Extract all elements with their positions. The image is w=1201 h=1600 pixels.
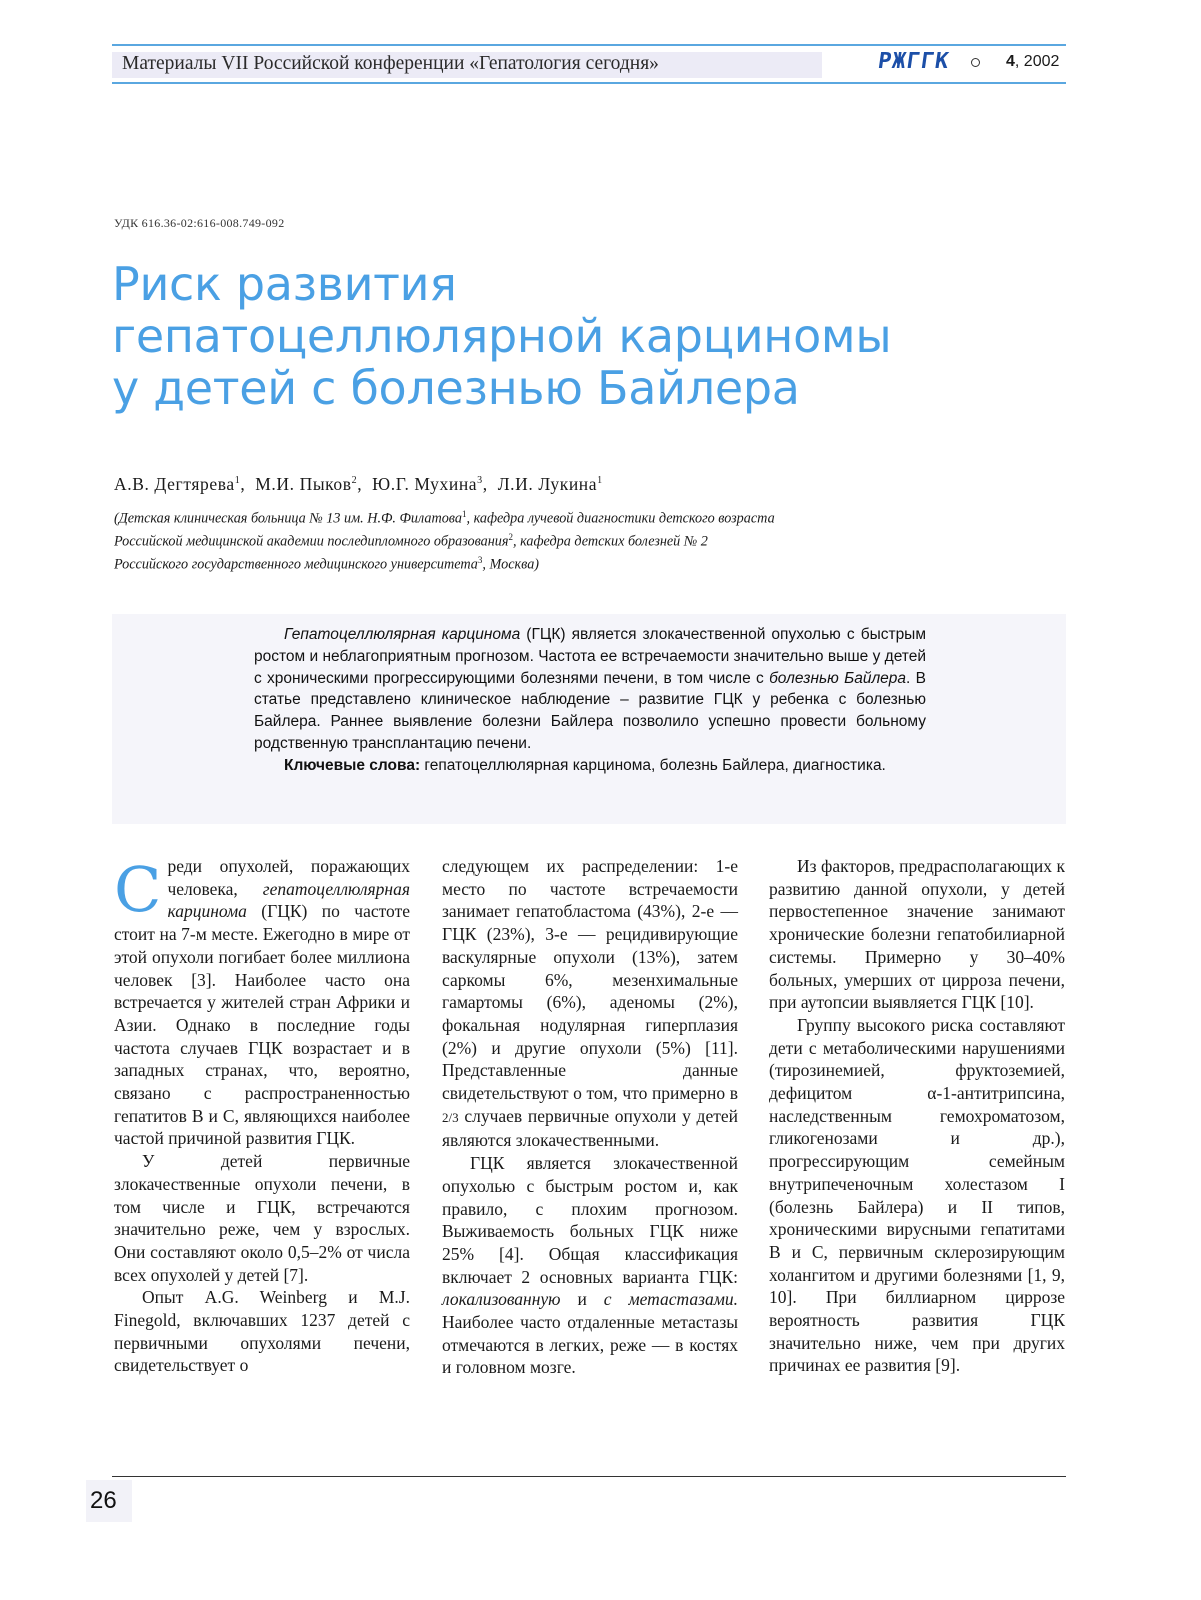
abstract-text: . В статье представлено клиническое наблюдение – развитие ГЦК у ребенка с болезнью Байлера. Раннее выявление болезни Байлера позволило успешно провести больному родственную трансплантацию печени. (254, 669, 926, 752)
conference-header: Материалы VII Российской конференции «Гепатология сегодня» (122, 53, 659, 74)
affiliation-text: Российской медицинской академии последипломного образования (114, 533, 509, 550)
body-text: Наиболее часто отдаленные метастазы отмечаются в легких, реже — в костях и головном мозге. (442, 1312, 738, 1378)
affiliation-line (114, 528, 775, 551)
body-term: с метастазами. (603, 1289, 738, 1310)
body-text: ГЦК является злокачественной опухолью с быстрым ростом и, как правило, с плохим прогнозом. Выживаемость больных ГЦК ниже 25% [4]. Общая классификация включает 2 основных варианта ГЦК: (442, 1153, 738, 1287)
page-number: 26 (90, 1487, 117, 1514)
author-list: А.В. Дегтярева$^1$, М.И. Пыков$^2$, Ю.Г. Мухина$^3$, Л.И. Лукина$^1$ (114, 474, 603, 494)
keywords-text: гепатоцеллюлярная карцинома, болезнь Байлера, диагностика. (420, 756, 886, 774)
affiliation-text: , кафедра лучевой диагностики детского возраста (466, 510, 775, 527)
affiliations (114, 505, 775, 575)
body-text: следующем их распределении: 1-е место по частоте встречаемости занимает гепатобластома (43%), 2-е — ГЦК (23%), 3-е — рецидивирующие васкулярные опухоли (13%), затем саркомы 6%, мезенхимальные гамартомы (6%), аденомы (2%), фокальная нодулярная гиперплазия (2%) и другие опухоли (5%) [11]. Представленные данные свидетельствуют о том, что примерно в (442, 856, 738, 1104)
body-paragraph (442, 1152, 738, 1379)
author-affil-mark: 3 (477, 475, 483, 487)
fraction: 2/3 (442, 1109, 459, 1125)
body-text: случаев первичные опухоли у детей являются злокачественными. (442, 1105, 738, 1151)
article-title (112, 258, 891, 414)
author-name: М.И. Пыков (255, 474, 352, 494)
affil-mark: 2 (508, 532, 513, 543)
affiliation-line (114, 551, 775, 574)
affil-mark: 1 (461, 509, 467, 519)
header-bottom-rule (112, 82, 1066, 84)
abstract-text: (ГЦК) является злокачественной опухолью с быстрым ростом и неблагоприятным прогнозом. Частота ее встречаемости значительно выше у детей с хроническими прогрессирующими болезнями печени, в том числе с (254, 626, 927, 687)
affiliation-text: Российского государственного медицинского университета (114, 557, 478, 574)
body-paragraph (114, 855, 410, 1150)
title-line: Риск развития (112, 257, 457, 311)
issue-number: 4 (1006, 53, 1015, 70)
abstract-term: болезнью Байлера (769, 669, 907, 687)
footer-rule (112, 1476, 1066, 1477)
author-name: А.В. Дегтярева (114, 474, 235, 494)
affiliation-text: , кафедра детских болезней № 2 (513, 533, 708, 550)
body-paragraph (442, 855, 738, 1152)
title-line: гепатоцеллюлярной карциномы (112, 309, 892, 363)
body-paragraph: Из факторов, предрасполагающих к развитию данной опухоли, у детей первостепенное значение занимают хронические болезни гепатобилиарной системы. Примерно у 30–40% больных, умерших от цирроза печени, при аутопсии выявляется ГЦК [10]. (769, 856, 1065, 1013)
keywords-paragraph (254, 755, 926, 777)
affil-mark: 3 (477, 555, 483, 566)
author-name: Ю.Г. Мухина (372, 474, 478, 494)
body-column-3 (769, 855, 1065, 1377)
abstract-term: Гепатоцеллюлярная карцинома (284, 626, 521, 643)
author-affil-mark: 1 (597, 475, 603, 487)
author-affil-mark: 2 (351, 475, 358, 487)
keywords-label: Ключевые слова: (284, 756, 421, 774)
drop-cap: С (114, 853, 162, 926)
abstract (254, 624, 926, 777)
title-line: у детей с болезнью Байлера (112, 361, 800, 415)
journal-logo: РЖГГК (876, 49, 951, 74)
body-text: (ГЦК) по частоте стоит на 7-м месте. Ежегодно в мире от этой опухоли погибает более миллиона человек [3]. Наиболее часто она встречается у жителей стран Африки и Азии. Однако в последние годы частота случаев ГЦК возрастает и в западных странах, что, вероятно, связано с распространенностью гепатитов В и С, являющихся наиболее частой причиной развития ГЦК. (114, 901, 410, 1149)
affiliation-text: , Москва) (482, 557, 540, 574)
affiliation-text: (Детская клиническая больница № 13 им. Н.Ф. Филатова (114, 510, 462, 527)
body-term: локализованную (442, 1289, 561, 1310)
abstract-paragraph (254, 624, 926, 755)
body-paragraph: Опыт A.G. Weinberg и M.J. Finegold, включавших 1237 детей с первичными опухолями печени, свидетельствует о (114, 1287, 410, 1376)
body-column-1 (114, 855, 410, 1377)
body-paragraph: Группу высокого риска составляют дети с метаболическими нарушениями (тирозинемией, фруктоземией, дефицитом α-1-антитрипсина, наследственным гемохроматозом, гликогенозами и др.), прогрессирующим семейным внутрипеченочным холестазом I (болезнь Байлера) и II типов, хроническими вирусными гепатитами В и С, первичным склерозирующим холангитом и другими болезнями [1, 9, 10]. При биллиарном циррозе вероятность развития ГЦК значительно ниже, чем при других причинах ее развития [9]. (769, 1014, 1065, 1376)
header-top-rule (112, 44, 1066, 46)
author-name: Л.И. Лукина (497, 474, 598, 494)
body-paragraph: У детей первичные злокачественные опухоли печени, в том числе и ГЦК, встречаются значительно реже, чем у взрослых. Они составляют около 0,5–2% от числа всех опухолей у детей [7]. (114, 1151, 410, 1285)
circle-separator-icon (971, 58, 980, 67)
body-text: и (560, 1289, 604, 1310)
affiliation-line (114, 505, 775, 528)
author-affil-mark: 1 (234, 475, 241, 487)
body-term: гепатоцеллюлярная карцинома (167, 878, 410, 922)
body-text: реди опухолей, поражающих человека, (167, 856, 410, 899)
issue-year: , 2002 (1014, 53, 1060, 70)
body-column-2 (442, 855, 738, 1379)
udk-code: УДК 616.36-02:616-008.749-092 (114, 216, 285, 230)
issue-info (1006, 53, 1059, 71)
